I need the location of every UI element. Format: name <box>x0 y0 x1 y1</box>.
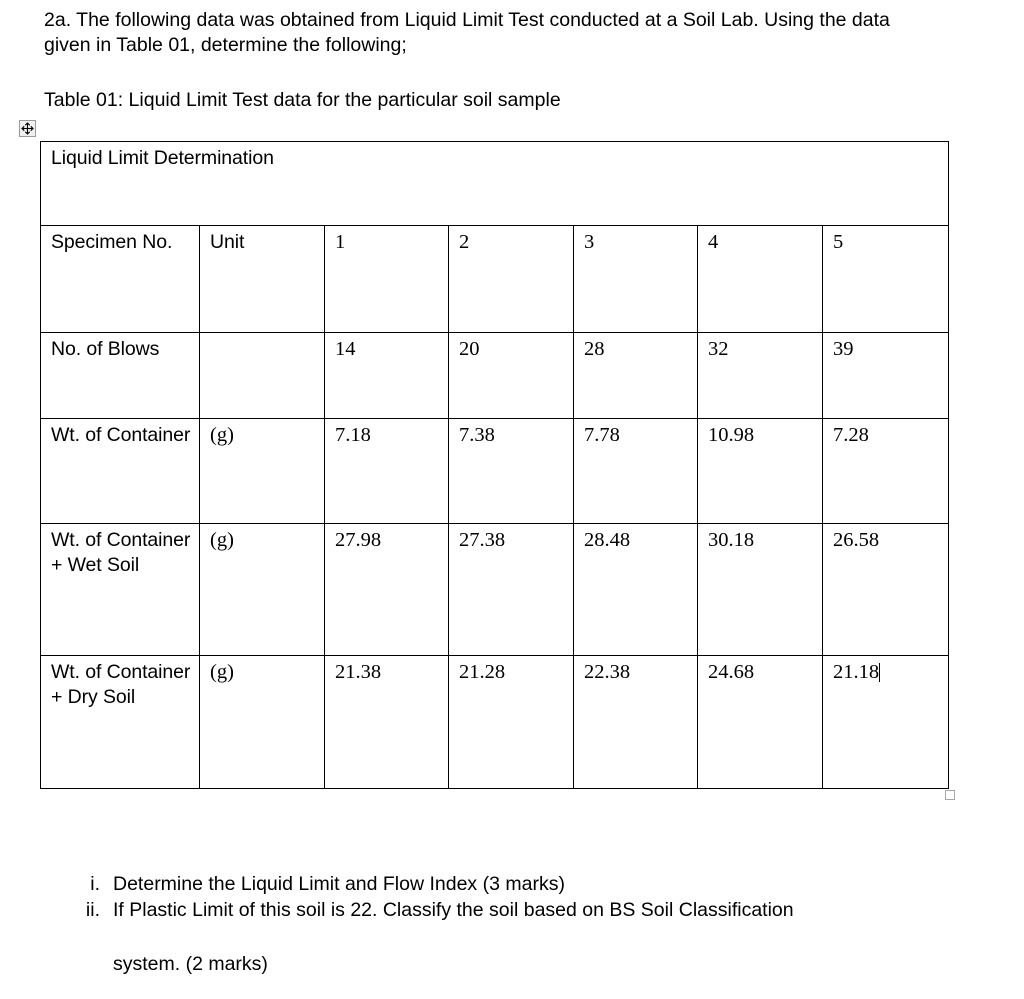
list-item-marker: ii. <box>85 898 100 921</box>
list-item-text: Determine the Liquid Limit and Flow Index (3 marks) <box>113 873 565 895</box>
header-cell-specimen-5[interactable]: 5 <box>823 226 949 333</box>
table-caption: Table 01: Liquid Limit Test data for the particular soil sample <box>44 89 561 111</box>
text-caret <box>879 663 880 682</box>
cell-wt-container-5[interactable]: 7.28 <box>823 419 949 524</box>
cell-dry-soil-2[interactable]: 21.28 <box>449 656 574 789</box>
list-item-continuation: system. (2 marks) <box>113 953 268 975</box>
cell-dry-soil-4[interactable]: 24.68 <box>698 656 823 789</box>
cell-blows-1[interactable]: 14 <box>325 333 449 419</box>
header-cell-specimen-no[interactable]: Specimen No. <box>41 226 200 333</box>
row-unit-wt-container-dry-soil[interactable]: (g) <box>200 656 325 789</box>
question-list <box>62 872 962 978</box>
cell-blows-4[interactable]: 32 <box>698 333 823 419</box>
cell-dry-soil-5-value: 21.18 <box>833 661 880 683</box>
liquid-limit-table <box>40 141 949 789</box>
cell-wt-container-2[interactable]: 7.38 <box>449 419 574 524</box>
table-resize-handle-icon[interactable] <box>945 790 955 800</box>
list-item <box>62 898 962 924</box>
row-unit-wt-container[interactable]: (g) <box>200 419 325 524</box>
row-unit-no-of-blows[interactable] <box>200 333 325 419</box>
row-label-no-of-blows[interactable]: No. of Blows <box>41 333 200 419</box>
list-item-text: If Plastic Limit of this soil is 22. Classify the soil based on BS Soil Classification <box>113 898 794 921</box>
table-row-wt-container-dry-soil <box>41 656 949 789</box>
table-row-header <box>41 226 949 333</box>
cell-wet-soil-5[interactable]: 26.58 <box>823 524 949 656</box>
header-cell-specimen-2[interactable]: 2 <box>449 226 574 333</box>
cell-dry-soil-1[interactable]: 21.38 <box>325 656 449 789</box>
cell-wt-container-3[interactable]: 7.78 <box>574 419 698 524</box>
liquid-limit-table-wrapper <box>40 141 948 789</box>
header-cell-specimen-3[interactable]: 3 <box>574 226 698 333</box>
cell-wet-soil-4[interactable]: 30.18 <box>698 524 823 656</box>
cell-wet-soil-2[interactable]: 27.38 <box>449 524 574 656</box>
cell-wet-soil-1[interactable]: 27.98 <box>325 524 449 656</box>
row-label-wt-container[interactable]: Wt. of Container <box>41 419 200 524</box>
cell-dry-soil-5[interactable] <box>823 656 949 789</box>
table-row-title <box>41 142 949 226</box>
cell-blows-3[interactable]: 28 <box>574 333 698 419</box>
header-cell-specimen-4[interactable]: 4 <box>698 226 823 333</box>
intro-paragraph: 2a. The following data was obtained from Liquid Limit Test conducted at a Soil Lab. Using the data given in Table 01, determine the following; <box>44 9 890 56</box>
header-cell-specimen-1[interactable]: 1 <box>325 226 449 333</box>
table-move-handle-icon[interactable] <box>19 120 36 137</box>
cell-blows-5[interactable]: 39 <box>823 333 949 419</box>
cell-dry-soil-3[interactable]: 22.38 <box>574 656 698 789</box>
table-row-wt-container <box>41 419 949 524</box>
row-unit-wt-container-wet-soil[interactable]: (g) <box>200 524 325 656</box>
header-cell-unit[interactable]: Unit <box>200 226 325 333</box>
cell-wt-container-1[interactable]: 7.18 <box>325 419 449 524</box>
row-label-wt-container-wet-soil[interactable]: Wt. of Container + Wet Soil <box>41 524 200 656</box>
cell-wet-soil-3[interactable]: 28.48 <box>574 524 698 656</box>
cell-blows-2[interactable]: 20 <box>449 333 574 419</box>
list-item-marker: i. <box>90 873 100 895</box>
cell-wt-container-4[interactable]: 10.98 <box>698 419 823 524</box>
table-row-no-of-blows <box>41 333 949 419</box>
row-label-wt-container-dry-soil[interactable]: Wt. of Container + Dry Soil <box>41 656 200 789</box>
table-row-wt-container-wet-soil <box>41 524 949 656</box>
list-item <box>62 872 962 898</box>
table-title-cell[interactable]: Liquid Limit Determination <box>41 142 949 226</box>
